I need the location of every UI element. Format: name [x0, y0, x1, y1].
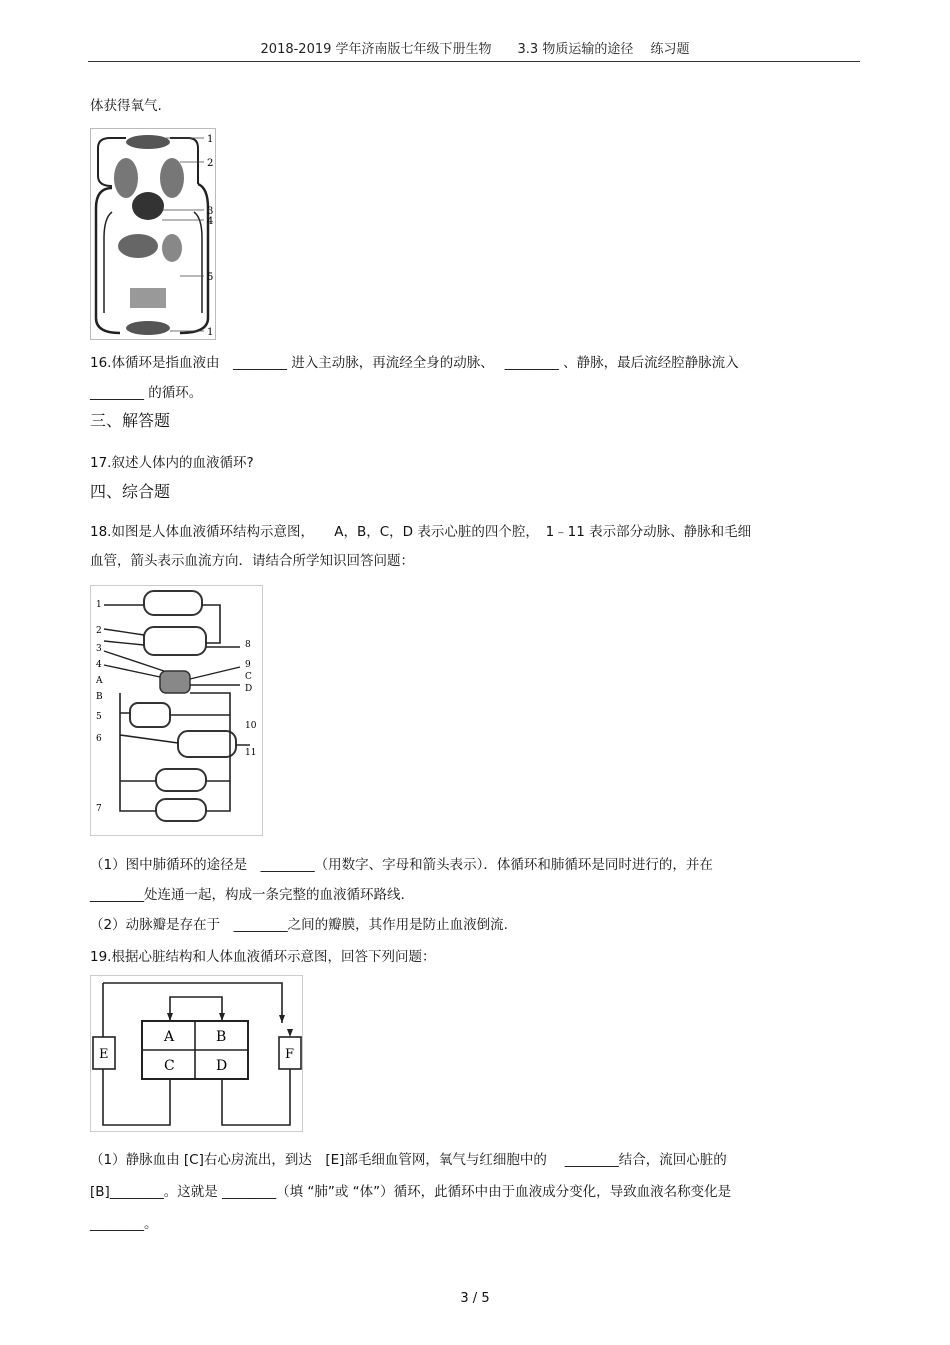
head-capillary-shape	[126, 135, 170, 149]
right-lung-shape	[160, 158, 184, 198]
fig2-label: 6	[96, 734, 102, 744]
q18-line2: 血管，箭头表示血流方向．请结合所学知识回答问题：	[90, 553, 414, 569]
page-number: 3 / 5	[460, 1291, 490, 1306]
organ-capillary-3	[156, 769, 206, 791]
organ-capillary-2	[178, 731, 236, 757]
q19-sub1-line3: ________。	[90, 1216, 158, 1232]
q19-sub1-line1: （1）静脉血由 [C]右心房流出，到达 [E]部毛细血管网，氧气与红细胞中的 ________结合，流回心脏的	[90, 1152, 727, 1168]
q16-line2: ________ 的循环。	[90, 385, 203, 401]
header-divider	[88, 61, 860, 62]
fig2-label: D	[245, 684, 253, 694]
chamber-b-label: B	[216, 1029, 227, 1045]
fig1-label: 4	[207, 216, 214, 227]
chamber-c-label: C	[164, 1058, 175, 1074]
fig1-label: 5	[207, 272, 214, 283]
heart-shape	[132, 192, 164, 220]
q19-title: 19.根据心脏结构和人体血液循环示意图，回答下列问题：	[90, 949, 436, 965]
fig2-label: 4	[96, 660, 102, 670]
section-3-title: 三、解答题	[90, 411, 171, 430]
fig2-label: 3	[96, 644, 102, 654]
section-4-title: 四、综合题	[90, 482, 171, 501]
lower-capillary-shape	[126, 321, 170, 335]
lung-capillary-top	[144, 591, 202, 615]
lung-capillary	[144, 627, 206, 655]
organ-capillary-1	[130, 703, 170, 727]
fig1-label: 1	[207, 134, 214, 145]
chamber-a-label: A	[164, 1029, 175, 1045]
fig1-label: 3	[207, 206, 214, 217]
fig2-label: 9	[245, 660, 251, 670]
intestine-shape	[130, 288, 166, 308]
fig2-label: B	[96, 692, 103, 702]
fig2-label: 8	[245, 640, 251, 650]
fig2-label: 11	[245, 748, 257, 758]
q18-sub2: （2）动脉瓣是存在于 ________之间的瓣膜，其作用是防止血液倒流.	[90, 917, 508, 933]
fig1-label: 1	[207, 327, 214, 338]
e-box-label: E	[99, 1047, 109, 1062]
q18-sub1-line2: ________处连通一起，构成一条完整的血液循环路线.	[90, 887, 405, 903]
body-circulation-figure	[90, 128, 218, 340]
fig2-label: 10	[245, 721, 257, 731]
fig2-label: 2	[96, 626, 102, 636]
page-header: 2018-2019 学年济南版七年级下册生物 3.3 物质运输的途径 练习题	[260, 42, 690, 57]
q19-sub1-line2: [B]________。这就是 ________（填 “肺”或 “体”）循环，此循环中由于血液成分变化，导致血液名称变化是	[90, 1184, 732, 1200]
chamber-d-label: D	[216, 1058, 228, 1074]
stomach-shape	[162, 234, 182, 262]
circulation-structure-figure	[90, 585, 264, 837]
fig2-label: 1	[96, 600, 102, 610]
f-box-label: F	[285, 1047, 295, 1062]
q18-line1: 18.如图是人体血液循环结构示意图， A，B，C，D 表示心脏的四个腔， 1﹣11 表示部分动脉、静脉和毛细	[90, 524, 752, 540]
heart-block	[160, 671, 190, 693]
fig2-label: A	[96, 676, 103, 686]
fig1-label: 2	[207, 158, 214, 169]
intro-line: 体获得氧气.	[90, 98, 162, 114]
fig2-label: C	[245, 672, 252, 682]
q17-text: 17.叙述人体内的血液循环?	[90, 455, 254, 471]
fig2-label: 7	[96, 804, 102, 814]
liver-shape	[118, 234, 158, 258]
fig2-label: 5	[96, 712, 102, 722]
organ-capillary-4	[156, 799, 206, 821]
left-lung-shape	[114, 158, 138, 198]
q16-line1: 16.体循环是指血液由 ________ 进入主动脉，再流经全身的动脉、 ________ 、静脉，最后流经腔静脉流入	[90, 355, 739, 371]
q18-sub1-line1: （1）图中肺循环的途径是 ________（用数字、字母和箭头表示）．体循环和肺循环是同时进行的，并在	[90, 857, 713, 873]
heart-schematic-figure	[90, 975, 304, 1133]
